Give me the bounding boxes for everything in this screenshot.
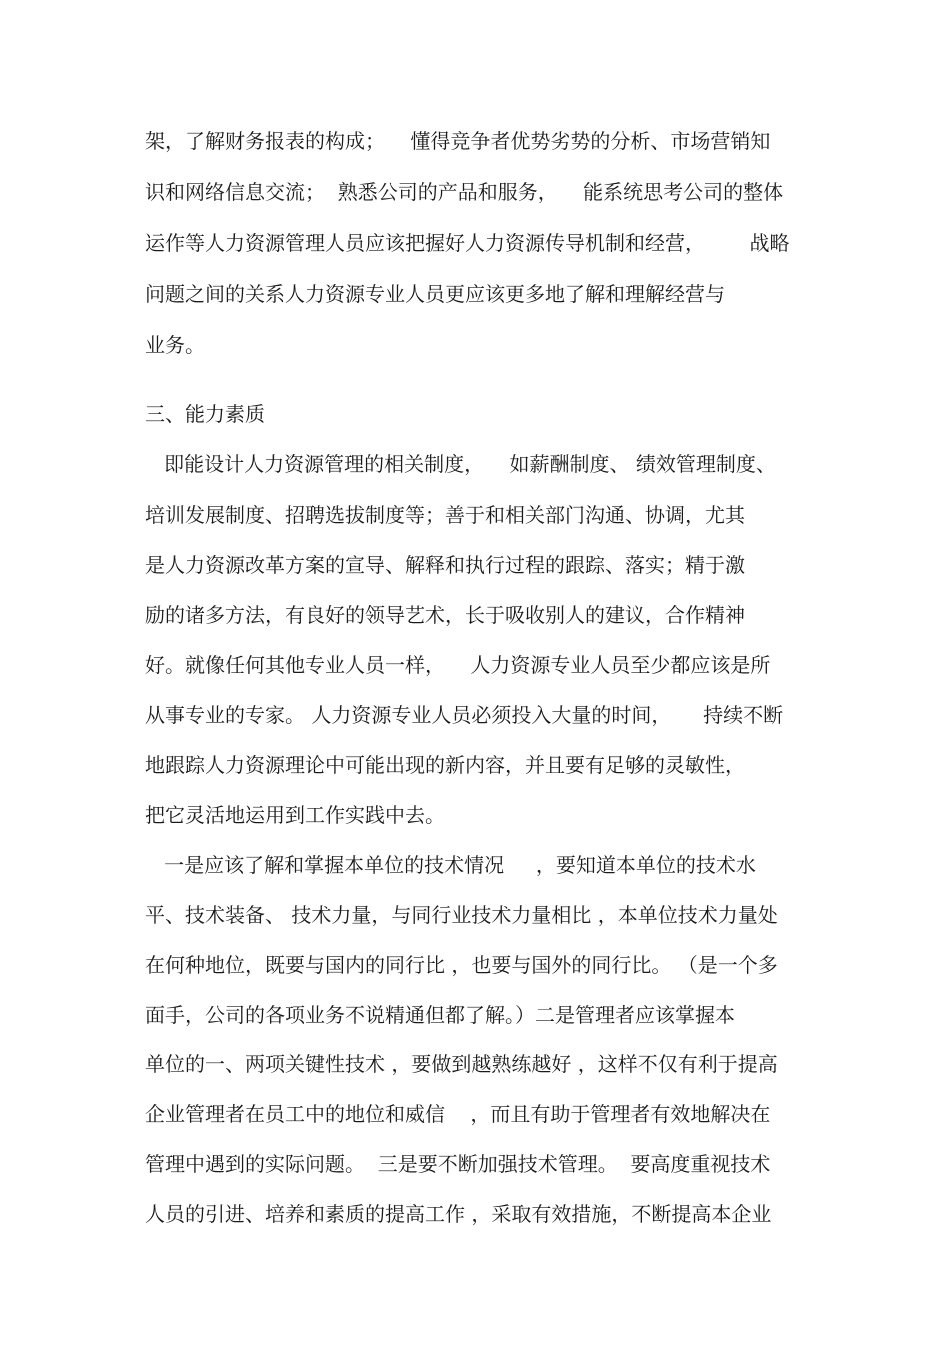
text-line: 人员的引进、培养和素质的提高工作 ，采取有效措施，不断提高本企业 xyxy=(145,1202,772,1226)
text-line: 是人力资源改革方案的宣导、解释和执行过程的跟踪、落实；精于激 xyxy=(145,553,745,577)
section-heading: 三、能力素质 xyxy=(145,402,265,426)
text-line: 运作等人力资源管理人员应该把握好人力资源传导机制和经营， 战略 xyxy=(145,231,790,255)
text-line: 从事专业的专家。 人力资源专业人员必须投入大量的时间， 持续不断 xyxy=(145,703,784,727)
text-line: 即能设计人力资源管理的相关制度， 如薪酬制度、 绩效管理制度、 xyxy=(145,452,776,476)
text-line: 一是应该了解和掌握本单位的技术情况 ，要知道本单位的技术水 xyxy=(145,853,756,877)
text-line: 把它灵活地运用到工作实践中去。 xyxy=(145,803,445,827)
text-line: 地跟踪人力资源理论中可能出现的新内容，并且要有足够的灵敏性， xyxy=(145,753,745,777)
text-line: 励的诸多方法，有良好的领导艺术，长于吸收别人的建议，合作精神 xyxy=(145,603,745,627)
text-line: 单位的一、两项关键性技术 ，要做到越熟练越好 ，这样不仅有利于提高 xyxy=(145,1052,778,1076)
text-line: 培训发展制度、招聘选拔制度等；善于和相关部门沟通、协调，尤其 xyxy=(145,503,745,527)
text-line: 面手，公司的各项业务不说精通但都了解。）二是管理者应该掌握本 xyxy=(145,1003,735,1027)
text-line: 平、技术装备、 技术力量，与同行业技术力量相比 ，本单位技术力量处 xyxy=(145,903,778,927)
text-line: 企业管理者在员工中的地位和威信 ，而且有助于管理者有效地解决在 xyxy=(145,1102,771,1126)
text-line: 识和网络信息交流； 熟悉公司的产品和服务， 能系统思考公司的整体 xyxy=(145,180,784,204)
text-line: 业务。 xyxy=(145,333,205,357)
text-line: 管理中遇到的实际问题。 三是要不断加强技术管理。 要高度重视技术 xyxy=(145,1152,771,1176)
text-line: 架，了解财务报表的构成； 懂得竞争者优势劣势的分析、市场营销知 xyxy=(145,129,771,153)
text-line: 在何种地位，既要与国内的同行比 ，也要与国外的同行比。 （是一个多 xyxy=(145,953,778,977)
text-line: 好。就像任何其他专业人员一样， 人力资源专业人员至少都应该是所 xyxy=(145,653,771,677)
text-line: 问题之间的关系人力资源专业人员更应该更多地了解和理解经营与 xyxy=(145,282,725,306)
